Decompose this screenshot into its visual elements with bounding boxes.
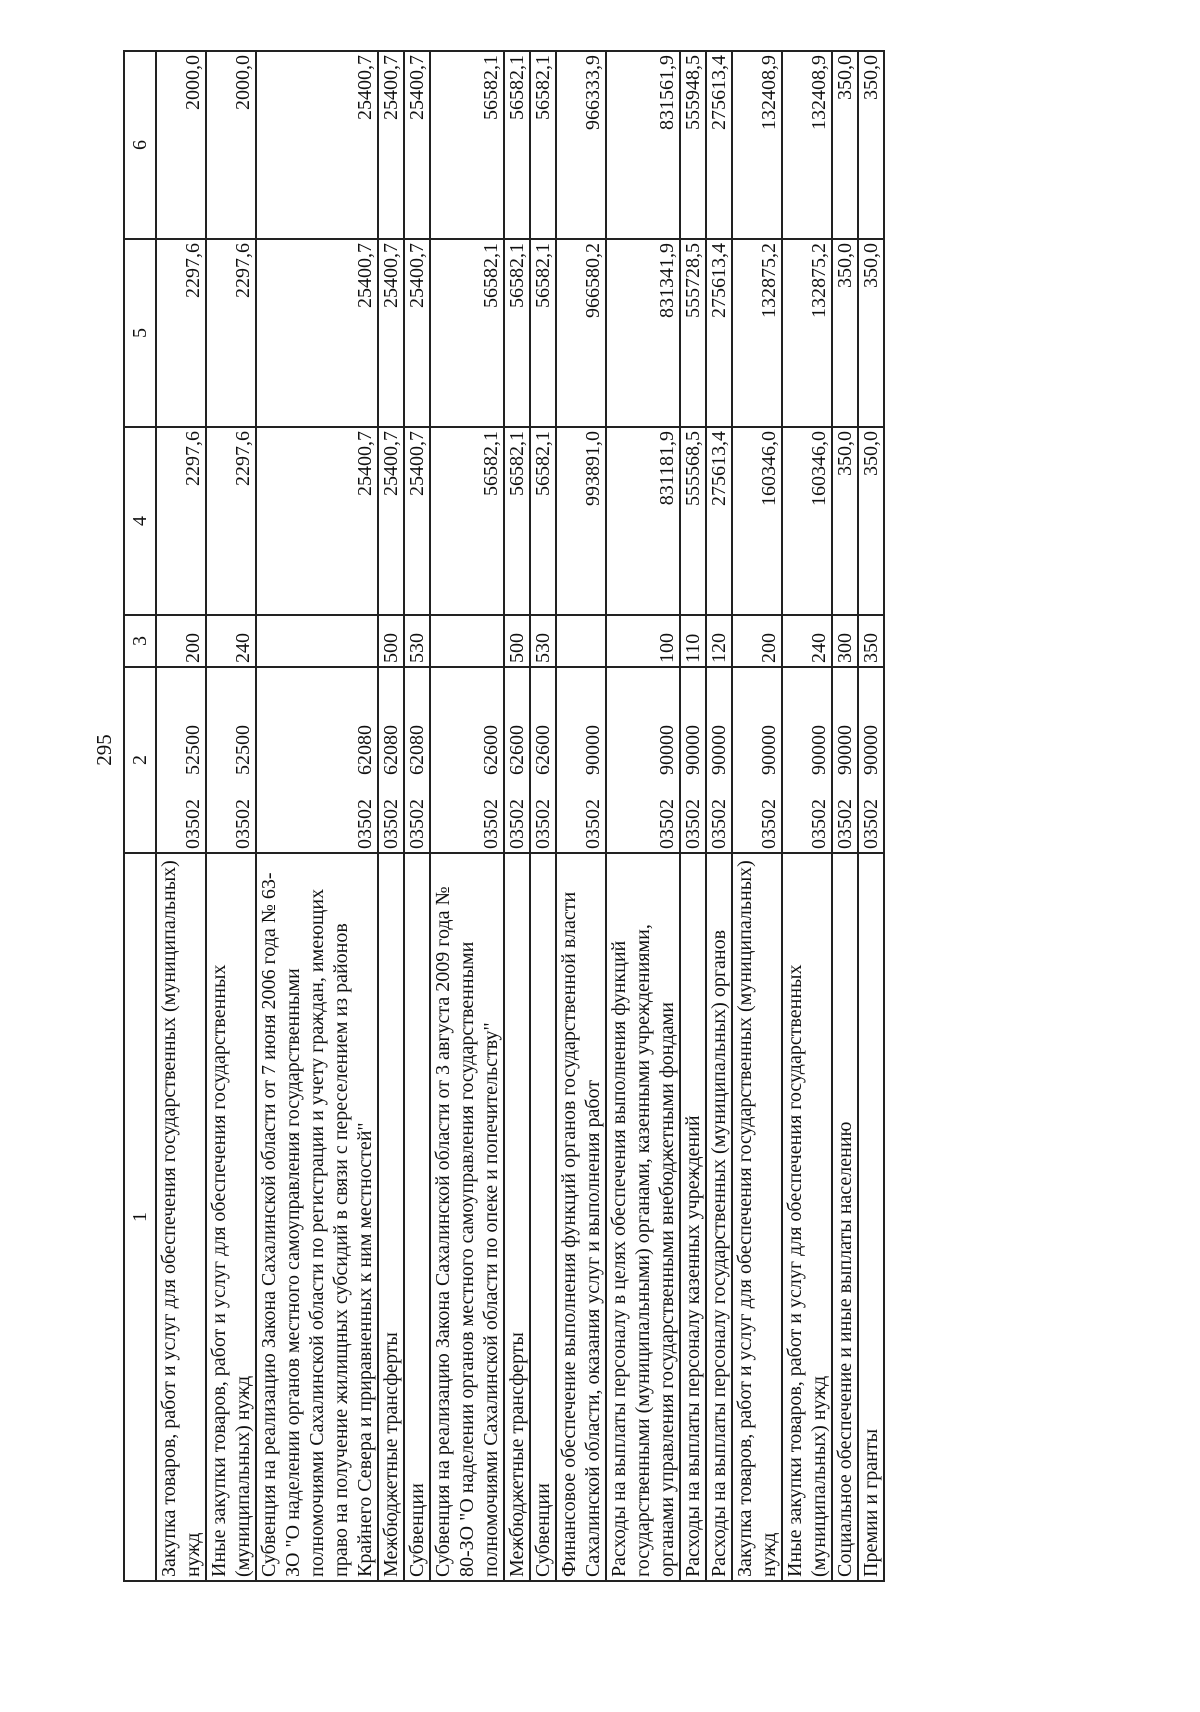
header-cell: 3 [124, 615, 156, 667]
table-row [404, 51, 430, 1581]
value-cell: 25400,7 [256, 51, 378, 239]
item-name-cell: Расходы на выплаты персоналу государственных (муниципальных) органов [706, 853, 732, 1581]
value-cell: 350,0 [858, 427, 884, 615]
expense-type-cell: 200 [732, 615, 782, 667]
item-name-cell: Финансовое обеспечение выполнения функций органов государственной власти Сахалинской области, оказания услуг и выполнения работ [556, 853, 606, 1581]
code-cell [504, 667, 530, 853]
code-cell [606, 667, 680, 853]
expense-type-cell: 110 [680, 615, 706, 667]
expense-type-cell: 530 [404, 615, 430, 667]
value-cell: 350,0 [832, 51, 858, 239]
value-cell: 2297,6 [156, 239, 206, 427]
value-cell: 56582,1 [430, 427, 504, 615]
table-row [732, 51, 782, 1581]
program-code: 03502 [682, 799, 704, 849]
item-name-cell: Межбюджетные трансферты [378, 853, 404, 1581]
table-header-row [124, 51, 156, 1581]
table-row [606, 51, 680, 1581]
header-cell: 6 [124, 51, 156, 239]
expense-type-cell [430, 615, 504, 667]
value-cell: 56582,1 [504, 239, 530, 427]
item-name-cell: Закупка товаров, работ и услуг для обеспечения государственных (муниципальных) нужд [156, 853, 206, 1581]
table-row [504, 51, 530, 1581]
table-row [680, 51, 706, 1581]
item-name-cell: Межбюджетные трансферты [504, 853, 530, 1581]
item-name-cell: Субвенции [530, 853, 556, 1581]
program-code: 03502 [480, 799, 502, 849]
expense-type-cell [556, 615, 606, 667]
code-cell [832, 667, 858, 853]
expense-code: 90000 [860, 725, 882, 775]
page-number: 295 [92, 734, 116, 766]
expense-type-cell: 120 [706, 615, 732, 667]
value-cell: 56582,1 [530, 239, 556, 427]
value-cell: 56582,1 [504, 427, 530, 615]
value-cell: 56582,1 [530, 427, 556, 615]
table-row [858, 51, 884, 1581]
code-cell [680, 667, 706, 853]
value-cell: 966580,2 [556, 239, 606, 427]
expense-type-cell: 240 [782, 615, 832, 667]
expense-code: 52500 [232, 725, 254, 775]
code-cell [732, 667, 782, 853]
program-code: 03502 [532, 799, 554, 849]
expense-code: 90000 [708, 725, 730, 775]
item-name-cell: Иные закупки товаров, работ и услуг для обеспечения государственных (муниципальных) нужд [206, 853, 256, 1581]
value-cell: 132408,9 [782, 51, 832, 239]
table-row [378, 51, 404, 1581]
value-cell: 25400,7 [378, 427, 404, 615]
header-cell: 4 [124, 427, 156, 615]
table-row [206, 51, 256, 1581]
code-cell [404, 667, 430, 853]
program-code: 03502 [834, 799, 856, 849]
expense-code: 90000 [582, 725, 604, 775]
value-cell: 831181,9 [606, 427, 680, 615]
item-name-cell: Субвенция на реализацию Закона Сахалинской области от 7 июня 2006 года № 63-ЗО "О наделении органов местного самоуправления государственными полномочиями Сахалинской области по регистрации и учету граждан, имеющих право на получение жилищных субсидий в связи с переселением из районов Крайнего Севера и приравненных к ним местностей" [256, 853, 378, 1581]
expense-type-cell: 530 [530, 615, 556, 667]
program-code: 03502 [506, 799, 528, 849]
header-cell: 5 [124, 239, 156, 427]
expense-type-cell: 350 [858, 615, 884, 667]
code-cell [206, 667, 256, 853]
value-cell: 275613,4 [706, 427, 732, 615]
expense-code: 90000 [834, 725, 856, 775]
expense-code: 90000 [682, 725, 704, 775]
value-cell: 350,0 [858, 239, 884, 427]
expense-code: 90000 [758, 725, 780, 775]
value-cell: 132408,9 [732, 51, 782, 239]
program-code: 03502 [354, 799, 376, 849]
expense-code: 90000 [656, 725, 678, 775]
expense-code: 62080 [380, 725, 402, 775]
value-cell: 555728,5 [680, 239, 706, 427]
item-name-cell: Иные закупки товаров, работ и услуг для обеспечения государственных (муниципальных) нужд [782, 853, 832, 1581]
value-cell: 966333,9 [556, 51, 606, 239]
value-cell: 160346,0 [732, 427, 782, 615]
value-cell: 132875,2 [732, 239, 782, 427]
value-cell: 275613,4 [706, 51, 732, 239]
code-cell [156, 667, 206, 853]
expense-code: 62600 [532, 725, 554, 775]
item-name-cell: Социальное обеспечение и иные выплаты населению [832, 853, 858, 1581]
value-cell: 25400,7 [404, 239, 430, 427]
value-cell: 2297,6 [156, 427, 206, 615]
value-cell: 993891,0 [556, 427, 606, 615]
item-name-cell: Закупка товаров, работ и услуг для обеспечения государственных (муниципальных) нужд [732, 853, 782, 1581]
table-row [156, 51, 206, 1581]
expense-type-cell: 500 [504, 615, 530, 667]
code-cell [378, 667, 404, 853]
code-cell [858, 667, 884, 853]
value-cell: 831561,9 [606, 51, 680, 239]
value-cell: 25400,7 [404, 427, 430, 615]
header-cell: 1 [124, 853, 156, 1581]
table-row [430, 51, 504, 1581]
rotated-table-wrapper [123, 52, 1133, 1582]
value-cell: 555948,5 [680, 51, 706, 239]
value-cell: 831341,9 [606, 239, 680, 427]
value-cell: 2000,0 [156, 51, 206, 239]
item-name-cell: Премии и гранты [858, 853, 884, 1581]
code-cell [706, 667, 732, 853]
value-cell: 350,0 [832, 239, 858, 427]
program-code: 03502 [380, 799, 402, 849]
value-cell: 56582,1 [430, 51, 504, 239]
program-code: 03502 [232, 799, 254, 849]
expense-code: 52500 [182, 725, 204, 775]
header-cell: 2 [124, 667, 156, 853]
expense-code: 62600 [480, 725, 502, 775]
expense-code: 90000 [808, 725, 830, 775]
value-cell: 132875,2 [782, 239, 832, 427]
expense-type-cell: 100 [606, 615, 680, 667]
table-row [256, 51, 378, 1581]
value-cell: 56582,1 [504, 51, 530, 239]
expense-type-cell: 200 [156, 615, 206, 667]
table-row [530, 51, 556, 1581]
expense-type-cell [256, 615, 378, 667]
table-body [156, 51, 884, 1581]
value-cell: 25400,7 [378, 51, 404, 239]
item-name-cell: Расходы на выплаты персоналу в целях обеспечения выполнения функций государственными (муниципальными) органами, казенными учреждениями, органами управления государственными внебюджетными фондами [606, 853, 680, 1581]
code-cell [782, 667, 832, 853]
budget-table [123, 50, 885, 1582]
value-cell: 160346,0 [782, 427, 832, 615]
code-cell [556, 667, 606, 853]
value-cell: 25400,7 [378, 239, 404, 427]
table-row [706, 51, 732, 1581]
value-cell: 555568,5 [680, 427, 706, 615]
program-code: 03502 [656, 799, 678, 849]
value-cell: 2000,0 [206, 51, 256, 239]
program-code: 03502 [708, 799, 730, 849]
value-cell: 2297,6 [206, 427, 256, 615]
code-cell [256, 667, 378, 853]
program-code: 03502 [808, 799, 830, 849]
value-cell: 275613,4 [706, 239, 732, 427]
expense-type-cell: 240 [206, 615, 256, 667]
program-code: 03502 [758, 799, 780, 849]
table-row [782, 51, 832, 1581]
expense-code: 62080 [406, 725, 428, 775]
value-cell: 25400,7 [256, 239, 378, 427]
item-name-cell: Субвенция на реализацию Закона Сахалинской области от 3 августа 2009 года № 80-ЗО "О наделении органов местного самоуправления государственными полномочиями Сахалинской области по опеке и попечительству" [430, 853, 504, 1581]
program-code: 03502 [182, 799, 204, 849]
value-cell: 56582,1 [530, 51, 556, 239]
expense-code: 62600 [506, 725, 528, 775]
value-cell: 25400,7 [404, 51, 430, 239]
expense-code: 62080 [354, 725, 376, 775]
code-cell [530, 667, 556, 853]
value-cell: 350,0 [832, 427, 858, 615]
expense-type-cell: 500 [378, 615, 404, 667]
value-cell: 350,0 [858, 51, 884, 239]
expense-type-cell: 300 [832, 615, 858, 667]
item-name-cell: Субвенции [404, 853, 430, 1581]
program-code: 03502 [406, 799, 428, 849]
program-code: 03502 [860, 799, 882, 849]
program-code: 03502 [582, 799, 604, 849]
value-cell: 25400,7 [256, 427, 378, 615]
table-row [556, 51, 606, 1581]
table-row [832, 51, 858, 1581]
code-cell [430, 667, 504, 853]
value-cell: 56582,1 [430, 239, 504, 427]
item-name-cell: Расходы на выплаты персоналу казенных учреждений [680, 853, 706, 1581]
value-cell: 2297,6 [206, 239, 256, 427]
